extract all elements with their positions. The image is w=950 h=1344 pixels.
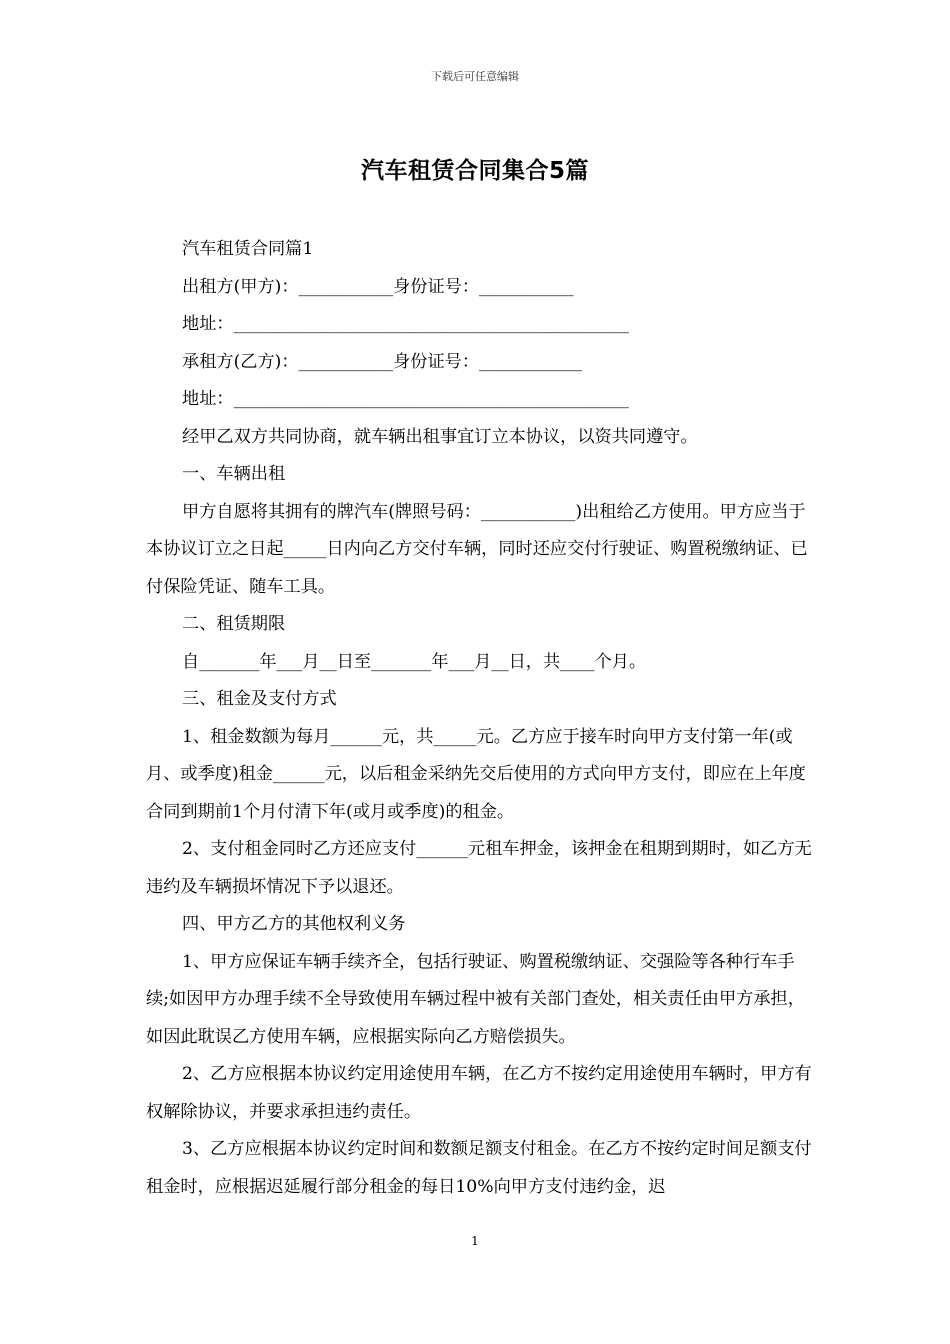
lessor-line: 出租方(甲方)：___________身份证号：___________ [182,276,574,297]
rent-paragraph-2: 2、支付租金同时乙方还应支付______元租车押金，该押金在租期到期时，如乙方无违约及车辆损坏情况下予以退还。 [146,839,812,897]
contract-heading: 汽车租赁合同篇1 [182,239,314,259]
lessor-address-line: 地址：______________________________________________ [182,314,629,334]
term-paragraph: 自_______年___月__日至_______年___月__日，共____个月。 [182,651,647,672]
rent-paragraph-1: 1、租金数额为每月______元，共_____元。乙方应于接车时向甲方支付第一年(或月、或季度)租金______元，以后租金采纳先交后使用的方式向甲方支付，即应在上年度合同到期前1个月付清下年(或月或季度)的租金。 [146,726,806,822]
section-heading-term: 二、租赁期限 [182,614,286,634]
obligation-paragraph-1: 1、甲方应保证车辆手续齐全，包括行驶证、购置税缴纳证、交强险等各种行车手续;如因甲方办理手续不全导致使用车辆过程中被有关部门查处，相关责任由甲方承担，如因此耽误乙方使用车辆，应根据实际向乙方赔偿损失。 [146,951,805,1047]
vehicle-paragraph: 甲方自愿将其拥有的牌汽车(牌照号码：___________)出租给乙方使用。甲方应当于本协议订立之日起_____日内向乙方交付车辆，同时还应交付行驶证、购置税缴纳证、已付保险凭证、随车工具。 [146,501,808,597]
obligation-paragraph-2: 2、乙方应根据本协议约定用途使用车辆，在乙方不按约定用途使用车辆时，甲方有权解除协议，并要求承担违约责任。 [146,1064,812,1122]
page-number: 1 [471,1234,479,1248]
lessee-address-line: 地址：______________________________________________ [182,389,629,409]
header-note: 下载后可任意编辑 [431,70,519,83]
section-heading-vehicle: 一、车辆出租 [182,464,286,484]
document-title: 汽车租赁合同集合5篇 [360,158,589,184]
lessee-line: 承租方(乙方)：___________身份证号：____________ [182,351,583,372]
preamble-paragraph: 经甲乙双方共同协商，就车辆出租事宜订立本协议，以资共同遵守。 [182,426,698,447]
section-heading-rent: 三、租金及支付方式 [182,689,337,709]
obligation-paragraph-3: 3、乙方应根据本协议约定时间和数额足额支付租金。在乙方不按约定时间足额支付租金时，应根据迟延履行部分租金的每日10%向甲方支付违约金，迟 [146,1139,812,1197]
section-heading-obligations: 四、甲方乙方的其他权利义务 [182,914,406,934]
document-body [146,231,814,1206]
